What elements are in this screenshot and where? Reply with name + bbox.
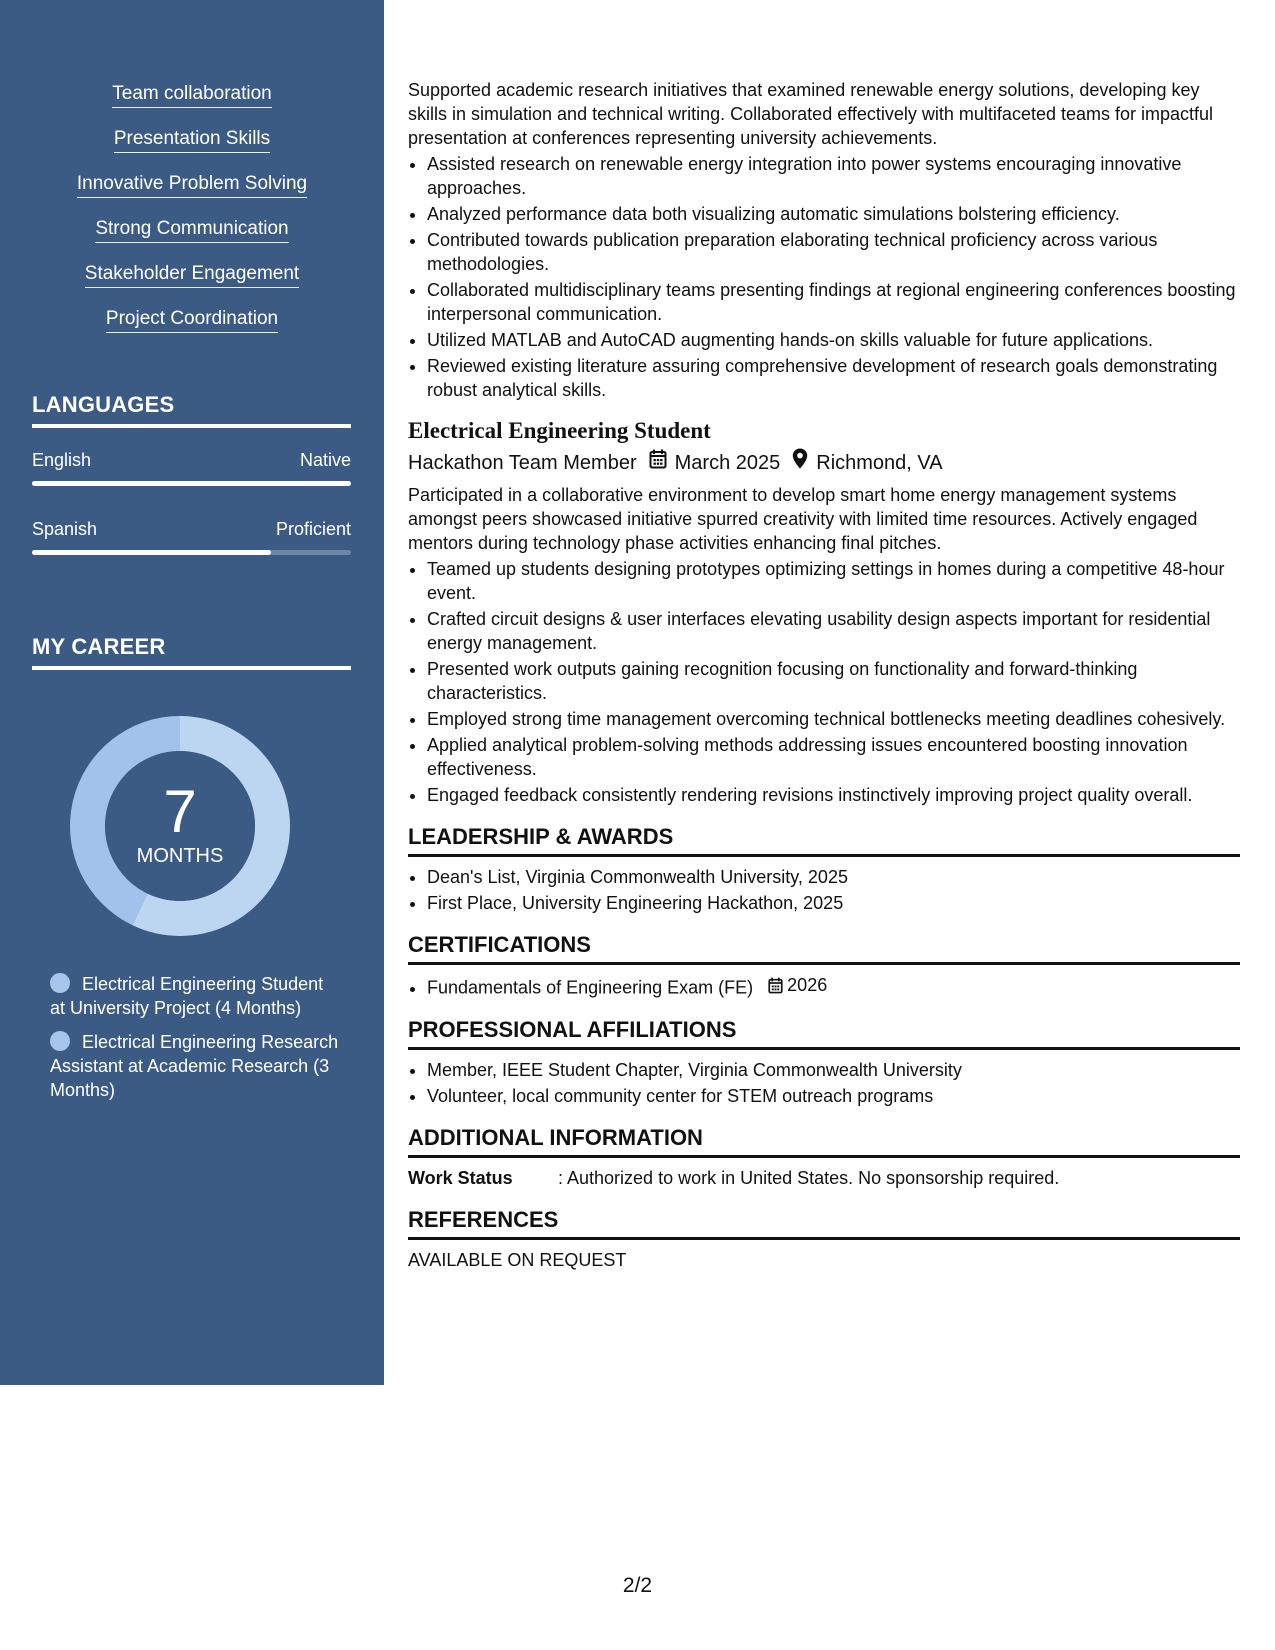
language-level: Proficient <box>275 519 351 539</box>
list-item: • Collaborated multidisciplinary teams presenting findings at regional engineering conferences boosting interpersonal communication. <box>427 278 1240 326</box>
language-name: English <box>32 450 92 470</box>
skill-item: Project Coordination <box>106 307 278 333</box>
job-date: March 2025 <box>674 452 781 474</box>
additional-info-heading: ADDITIONAL INFORMATION <box>408 1124 1240 1158</box>
career-heading: MY CAREER <box>32 634 351 670</box>
job-summary: Participated in a collaborative environment to develop smart home energy management systems amongst peers showcased initiative spurred creativity with limited time resources. Actively engaged mentors during technology phase activities enhancing final pitches. <box>408 485 1198 553</box>
skills-list <box>0 82 384 352</box>
job-title: Electrical Engineering Student <box>408 418 711 443</box>
cert-year: 2026 <box>787 975 828 995</box>
language-name: Spanish <box>32 519 98 539</box>
skill-item: Strong Communication <box>95 217 288 243</box>
list-item: • Employed strong time management overcoming technical bottlenecks meeting deadlines cohesively. <box>427 707 1240 731</box>
list-item: • Contributed towards publication preparation elaborating technical proficiency across various methodologies. <box>427 228 1240 276</box>
location-pin-icon <box>792 448 808 478</box>
skill-item: Presentation Skills <box>114 127 270 153</box>
career-total: 7 <box>163 778 197 845</box>
career-donut <box>64 710 296 942</box>
skill-item: Team collaboration <box>112 82 271 108</box>
list-item: • Crafted circuit designs & user interfaces elevating usability design aspects important for residential energy management. <box>427 607 1240 655</box>
career-legend-text: Electrical Engineering Research Assistant at Academic Research (3 Months) <box>50 1032 339 1100</box>
calendar-icon <box>649 448 667 478</box>
list-item: • Dean's List, Virginia Commonwealth University, 2025 <box>427 865 1240 889</box>
career-legend <box>50 972 340 1112</box>
main-content <box>408 78 1240 1272</box>
calendar-icon <box>768 977 783 994</box>
leadership-heading: LEADERSHIP & AWARDS <box>408 823 1240 857</box>
list-item: • Utilized MATLAB and AutoCAD augmenting hands-on skills valuable for future applications. <box>427 328 1240 352</box>
list-item: • Applied analytical problem-solving methods addressing issues encountered boosting innovation effectiveness. <box>427 733 1240 781</box>
language-english <box>32 450 351 486</box>
list-item: • Volunteer, local community center for STEM outreach programs <box>427 1084 1240 1108</box>
job-meta <box>408 448 1240 478</box>
language-spanish <box>32 519 351 555</box>
languages-heading: LANGUAGES <box>32 392 351 428</box>
certifications-list <box>408 973 1240 1000</box>
list-item: • Reviewed existing literature assuring comprehensive development of research goals demonstrating robust analytical skills. <box>427 354 1240 402</box>
experience-bullets <box>408 152 1240 402</box>
career-unit: MONTHS <box>136 845 224 867</box>
certifications-heading: CERTIFICATIONS <box>408 931 1240 965</box>
work-status-value: : Authorized to work in United States. No sponsorship required. <box>558 1167 1060 1188</box>
list-item: • Assisted research on renewable energy integration into power systems encouraging innovative approaches. <box>427 152 1240 200</box>
list-item: • Engaged feedback consistently rendering revisions instinctively improving project quality overall. <box>427 783 1240 807</box>
leadership-list <box>408 865 1240 915</box>
cert-name: Fundamentals of Engineering Exam (FE) <box>427 977 754 998</box>
list-item: • Presented work outputs gaining recognition focusing on functionality and forward-thinking characteristics. <box>427 657 1240 705</box>
language-bar <box>32 481 351 486</box>
job-role: Hackathon Team Member <box>408 452 637 474</box>
language-bar-fill <box>32 481 351 486</box>
experience-intro: Supported academic research initiatives that examined renewable energy solutions, developing key skills in simulation and technical writing. Collaborated effectively with multifaceted teams for impactful presentation at conferences representing university achievements. <box>408 80 1214 148</box>
job-bullets <box>408 557 1240 807</box>
language-bar-fill <box>32 550 271 555</box>
list-item: • Teamed up students designing prototypes optimizing settings in homes during a competitive 48-hour event. <box>427 557 1240 605</box>
page-number: 2/2 <box>622 1574 653 1597</box>
skill-item: Innovative Problem Solving <box>77 172 307 198</box>
legend-dot-icon <box>50 1031 70 1051</box>
legend-dot-icon <box>50 973 70 993</box>
job-location: Richmond, VA <box>816 452 943 474</box>
language-bar <box>32 550 351 555</box>
career-legend-item <box>50 1030 340 1102</box>
list-item: • First Place, University Engineering Hackathon, 2025 <box>427 891 1240 915</box>
list-item: • Analyzed performance data both visualizing automatic simulations bolstering efficiency. <box>427 202 1240 226</box>
list-item: • Member, IEEE Student Chapter, Virginia Commonwealth University <box>427 1058 1240 1082</box>
career-legend-item <box>50 972 340 1020</box>
affiliations-heading: PROFESSIONAL AFFILIATIONS <box>408 1016 1240 1050</box>
career-legend-text: Electrical Engineering Student at University Project (4 Months) <box>50 974 324 1018</box>
skill-item: Stakeholder Engagement <box>85 262 299 288</box>
references-text: AVAILABLE ON REQUEST <box>408 1249 627 1270</box>
sidebar <box>0 0 384 1385</box>
work-status-row <box>408 1166 1240 1190</box>
work-status-label: Work Status <box>408 1167 513 1188</box>
list-item <box>427 973 1240 1000</box>
affiliations-list <box>408 1058 1240 1108</box>
language-level: Native <box>299 450 351 470</box>
references-heading: REFERENCES <box>408 1206 1240 1240</box>
